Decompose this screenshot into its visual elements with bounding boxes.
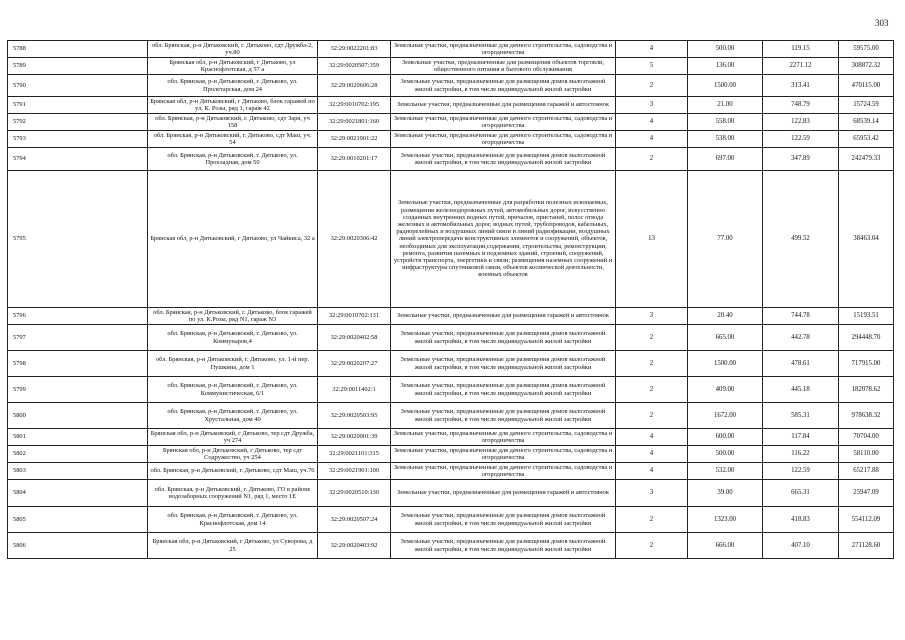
- address-cell: Брянская обл, р-н Дятьковский, г Дятьково, ул Краснофлотская, д 57 а: [148, 58, 318, 75]
- land-use-cell: Земельные участки, предназначенные для дачного строительства, садоводства и огородничества: [391, 446, 616, 463]
- specific-value-cell: 122.83: [763, 114, 839, 131]
- cadastral-value-cell: 470115.00: [839, 75, 894, 97]
- area-cell: 532.00: [688, 463, 763, 480]
- row-number: 5803: [8, 463, 148, 480]
- area-cell: 409.00: [688, 377, 763, 403]
- table-row: [8, 131, 894, 148]
- address-cell: Брянская обл, р-н Дятьковский, г Дятьково, ул Чайкиса, 32 а: [148, 171, 318, 308]
- area-cell: 665.00: [688, 325, 763, 351]
- specific-value-cell: 445.18: [763, 377, 839, 403]
- table-row: [8, 446, 894, 463]
- cadastral-value-cell: 717915.00: [839, 351, 894, 377]
- specific-value-cell: 116.22: [763, 446, 839, 463]
- row-number: 5798: [8, 351, 148, 377]
- specific-value-cell: 347.89: [763, 148, 839, 171]
- area-cell: 538.00: [688, 131, 763, 148]
- row-number: 5799: [8, 377, 148, 403]
- area-cell: 20.40: [688, 308, 763, 325]
- cadastral-number-cell: 32:29:0020510:130: [318, 480, 391, 507]
- address-cell: обл. Брянская, р-н Дятьковский, г. Дятьково, ул. Коммунаров,4: [148, 325, 318, 351]
- cadastral-number-cell: 32:29:0021801:160: [318, 114, 391, 131]
- cadastral-number-cell: 32:29:0020507:359: [318, 58, 391, 75]
- cadastral-value-table: [7, 40, 894, 559]
- land-use-cell: Земельные участки, предназначенные для дачного строительства, садоводства и огородничества: [391, 429, 616, 446]
- row-number: 5795: [8, 171, 148, 308]
- cadastral-number-cell: 32:29:0011402:1: [318, 377, 391, 403]
- group-cell: 3: [616, 97, 688, 114]
- cadastral-value-cell: 15724.59: [839, 97, 894, 114]
- area-cell: 1500.00: [688, 75, 763, 97]
- table-row: [8, 480, 894, 507]
- address-cell: обл. Брянская, р-н Дятьковский, г. Дятьково, сдт Маш, уч.76: [148, 463, 318, 480]
- specific-value-cell: 2271.12: [763, 58, 839, 75]
- table-row: [8, 533, 894, 559]
- specific-value-cell: 418.83: [763, 507, 839, 533]
- area-cell: 39.00: [688, 480, 763, 507]
- specific-value-cell: 748.79: [763, 97, 839, 114]
- specific-value-cell: 665.31: [763, 480, 839, 507]
- cadastral-number-cell: 32:29:0022201:83: [318, 41, 391, 58]
- land-use-cell: Земельные участки, предназначенные для размещения домов малоэтажной жилой застройки, в том числе индивидуальной жилой застройки: [391, 75, 616, 97]
- group-cell: 2: [616, 351, 688, 377]
- group-cell: 4: [616, 114, 688, 131]
- row-number: 5797: [8, 325, 148, 351]
- area-cell: 1323.00: [688, 507, 763, 533]
- row-number: 5791: [8, 97, 148, 114]
- row-number: 5806: [8, 533, 148, 559]
- row-number: 5800: [8, 403, 148, 429]
- row-number: 5793: [8, 131, 148, 148]
- table-row: [8, 114, 894, 131]
- specific-value-cell: 119.15: [763, 41, 839, 58]
- table-row: [8, 308, 894, 325]
- table-row: [8, 58, 894, 75]
- land-use-cell: Земельные участки, предназначенные для размещения домов малоэтажной жилой застройки, в том числе индивидуальной жилой застройки: [391, 148, 616, 171]
- specific-value-cell: 122.59: [763, 131, 839, 148]
- land-use-cell: Земельные участки, предназначенные для размещения домов малоэтажной жилой застройки, в том числе индивидуальной жилой застройки: [391, 507, 616, 533]
- group-cell: 13: [616, 171, 688, 308]
- cadastral-number-cell: 32:29:0020503:95: [318, 403, 391, 429]
- address-cell: обл. Брянская, р-н Дятьковский, г. Дятьково, сдт Дружба-2, уч.80: [148, 41, 318, 58]
- land-use-cell: Земельные участки, предназначенные для дачного строительства, садоводства и огородничества: [391, 114, 616, 131]
- address-cell: Брянская обл, р-н Дятьковский, г Дятьково, тер сдт Содружество, уч 254: [148, 446, 318, 463]
- address-cell: обл. Брянская, р-н Дятьковский, г. Дятьково, ул. Прохладная, дом 50: [148, 148, 318, 171]
- area-cell: 666.00: [688, 533, 763, 559]
- cadastral-value-cell: 58110.00: [839, 446, 894, 463]
- specific-value-cell: 478.61: [763, 351, 839, 377]
- cadastral-value-cell: 68539.14: [839, 114, 894, 131]
- table-row: [8, 148, 894, 171]
- cadastral-number-cell: 32:29:0010201:17: [318, 148, 391, 171]
- table-row: [8, 429, 894, 446]
- address-cell: обл. Брянская, р-н Дятьковский, г. Дятьково, блок гаражей по ул. К.Розы, ряд N1, гараж N3: [148, 308, 318, 325]
- table-row: [8, 403, 894, 429]
- cadastral-number-cell: 32:29:0020606:28: [318, 75, 391, 97]
- land-use-cell: Земельные участки, предназначенные для размещения объектов торговли, общественного питания и бытового обслуживания: [391, 58, 616, 75]
- address-cell: обл. Брянская, р-н Дятьковский, г. Дятьково, ул. 1-й пер. Пушкина, дом 1: [148, 351, 318, 377]
- group-cell: 4: [616, 463, 688, 480]
- address-cell: Брянская обл, р-н Дятьковский, г Дятьково, блок гаражей по ул. К. Розы, ряд 1, гараж 42: [148, 97, 318, 114]
- row-number: 5796: [8, 308, 148, 325]
- row-number: 5792: [8, 114, 148, 131]
- address-cell: обл. Брянская, р-н Дятьковский, г. Дятьково, ул. Хрустальная, дом 40: [148, 403, 318, 429]
- group-cell: 2: [616, 403, 688, 429]
- specific-value-cell: 313.41: [763, 75, 839, 97]
- area-cell: 600.00: [688, 429, 763, 446]
- row-number: 5794: [8, 148, 148, 171]
- table-row: [8, 97, 894, 114]
- address-cell: обл. Брянская, р-н Дятьковский, г. Дятьково, ул. Коммунистическая, 6/1: [148, 377, 318, 403]
- group-cell: 2: [616, 75, 688, 97]
- area-cell: 500.00: [688, 446, 763, 463]
- area-cell: 77.00: [688, 171, 763, 308]
- address-cell: обл. Брянская, р-н Дятьковский, г. Дятьково, ул. Краснофлотская, дом 14: [148, 507, 318, 533]
- address-cell: Брянская обл, р-н Дятьковский, г Дятьково, тер сдт Дружба, уч 274: [148, 429, 318, 446]
- cadastral-value-cell: 294448.70: [839, 325, 894, 351]
- group-cell: 2: [616, 507, 688, 533]
- row-number: 5805: [8, 507, 148, 533]
- cadastral-number-cell: 32:29:0010702:131: [318, 308, 391, 325]
- group-cell: 4: [616, 131, 688, 148]
- group-cell: 2: [616, 148, 688, 171]
- cadastral-value-cell: 978638.32: [839, 403, 894, 429]
- table-row: [8, 351, 894, 377]
- group-cell: 4: [616, 446, 688, 463]
- row-number: 5802: [8, 446, 148, 463]
- address-cell: Брянская обл, р-н Дятьковский, г Дятьково, ул Суворова, д 25: [148, 533, 318, 559]
- table-row: [8, 377, 894, 403]
- address-cell: обл. Брянская, р-н Дятьковский, г. Дятьково, ГО в районе водозаборных сооружений N1, ряд 1, место 1Е: [148, 480, 318, 507]
- area-cell: 21.00: [688, 97, 763, 114]
- land-use-cell: Земельные участки, предназначенные для дачного строительства, садоводства и огородничества: [391, 41, 616, 58]
- cadastral-value-cell: 65217.88: [839, 463, 894, 480]
- specific-value-cell: 407.10: [763, 533, 839, 559]
- page-number: 303: [875, 18, 889, 28]
- land-use-cell: Земельные участки, предназначенные для размещения домов малоэтажной жилой застройки, в том числе индивидуальной жилой застройки: [391, 377, 616, 403]
- row-number: 5788: [8, 41, 148, 58]
- group-cell: 3: [616, 308, 688, 325]
- group-cell: 5: [616, 58, 688, 75]
- table-row: [8, 41, 894, 58]
- land-use-cell: Земельные участки, предназначенные для разработки полезных ископаемых, размещения железнодорожных путей, автомобильных дорог, искусственно созданных внутренних водных путей, причалов, пристаней, полос отвода железных и автомобильных дорог, водных путей, трубопроводов, кабельных, радиорелейных и воздушных линий связи и линий радиофикации, воздушных линий электропередачи конструктивных элементов и сооружений, объектов, необходимых для эксплуатации,содержания, строительства, реконструкции, ремонта, развития наземных и подземных зданий, строений, сооружений, устройств транспорта, энергетики и связи; размещения наземных сооружений и инфраструктуры спутниковой связи, объектов космической деятельности, военных объектов: [391, 171, 616, 308]
- cadastral-number-cell: 32:29:0020901:39: [318, 429, 391, 446]
- table-row: [8, 507, 894, 533]
- land-use-cell: Земельные участки, предназначенные для размещения гаражей и автостоянок: [391, 308, 616, 325]
- cadastral-value-cell: 65953.42: [839, 131, 894, 148]
- table-row: [8, 325, 894, 351]
- specific-value-cell: 117.84: [763, 429, 839, 446]
- land-use-cell: Земельные участки, предназначенные для размещения домов малоэтажной жилой застройки, в том числе индивидуальной жилой застройки: [391, 325, 616, 351]
- cadastral-value-cell: 554112.09: [839, 507, 894, 533]
- land-use-cell: Земельные участки, предназначенные для размещения гаражей и автостоянок: [391, 97, 616, 114]
- cadastral-number-cell: 32:29:0020306:42: [318, 171, 391, 308]
- specific-value-cell: 499.52: [763, 171, 839, 308]
- address-cell: обл. Брянская, р-н Дятьковский, г. Дятьково, сдт Заря, уч 158: [148, 114, 318, 131]
- land-use-cell: Земельные участки, предназначенные для дачного строительства, садоводства и огородничества: [391, 463, 616, 480]
- cadastral-number-cell: 32:29:0020207:27: [318, 351, 391, 377]
- cadastral-number-cell: 32:29:0020402:58: [318, 325, 391, 351]
- specific-value-cell: 744.78: [763, 308, 839, 325]
- land-use-cell: Земельные участки, предназначенные для размещения гаражей и автостоянок: [391, 480, 616, 507]
- table-row: [8, 463, 894, 480]
- area-cell: 1500.00: [688, 351, 763, 377]
- land-use-cell: Земельные участки, предназначенные для дачного строительства, садоводства и огородничества: [391, 131, 616, 148]
- cadastral-number-cell: 32:29:0010702:195: [318, 97, 391, 114]
- group-cell: 2: [616, 325, 688, 351]
- specific-value-cell: 122.59: [763, 463, 839, 480]
- cadastral-value-cell: 15193.51: [839, 308, 894, 325]
- specific-value-cell: 585.31: [763, 403, 839, 429]
- cadastral-value-cell: 242479.33: [839, 148, 894, 171]
- land-use-cell: Земельные участки, предназначенные для размещения домов малоэтажной жилой застройки, в том числе индивидуальной жилой застройки: [391, 533, 616, 559]
- land-use-cell: Земельные участки, предназначенные для размещения домов малоэтажной жилой застройки, в том числе индивидуальной жилой застройки: [391, 351, 616, 377]
- group-cell: 4: [616, 41, 688, 58]
- group-cell: 3: [616, 480, 688, 507]
- cadastral-number-cell: 32:29:0021101:315: [318, 446, 391, 463]
- area-cell: 500.00: [688, 41, 763, 58]
- cadastral-value-cell: 271128.60: [839, 533, 894, 559]
- area-cell: 558.00: [688, 114, 763, 131]
- cadastral-number-cell: 32:29:0021901:100: [318, 463, 391, 480]
- cadastral-value-cell: 59575.00: [839, 41, 894, 58]
- area-cell: 1672.00: [688, 403, 763, 429]
- cadastral-value-cell: 25947.09: [839, 480, 894, 507]
- specific-value-cell: 442.78: [763, 325, 839, 351]
- row-number: 5801: [8, 429, 148, 446]
- cadastral-number-cell: 32:29:0021901:22: [318, 131, 391, 148]
- table-row: [8, 171, 894, 308]
- cadastral-number-cell: 32:29:0020403:92: [318, 533, 391, 559]
- cadastral-number-cell: 32:29:0020507:24: [318, 507, 391, 533]
- group-cell: 2: [616, 377, 688, 403]
- address-cell: обл. Брянская, р-н Дятьковский, г. Дятьково, ул. Пролетарская, дом 24: [148, 75, 318, 97]
- row-number: 5789: [8, 58, 148, 75]
- row-number: 5804: [8, 480, 148, 507]
- group-cell: 4: [616, 429, 688, 446]
- area-cell: 697.00: [688, 148, 763, 171]
- address-cell: обл. Брянская, р-н Дятьковский, г. Дятьково, сдт Маш, уч. 54: [148, 131, 318, 148]
- group-cell: 2: [616, 533, 688, 559]
- table-row: [8, 75, 894, 97]
- row-number: 5790: [8, 75, 148, 97]
- cadastral-value-cell: 70704.00: [839, 429, 894, 446]
- land-use-cell: Земельные участки, предназначенные для размещения домов малоэтажной жилой застройки, в том числе индивидуальной жилой застройки: [391, 403, 616, 429]
- area-cell: 136.00: [688, 58, 763, 75]
- cadastral-value-cell: 182078.62: [839, 377, 894, 403]
- cadastral-value-cell: 308872.32: [839, 58, 894, 75]
- cadastral-value-cell: 38463.04: [839, 171, 894, 308]
